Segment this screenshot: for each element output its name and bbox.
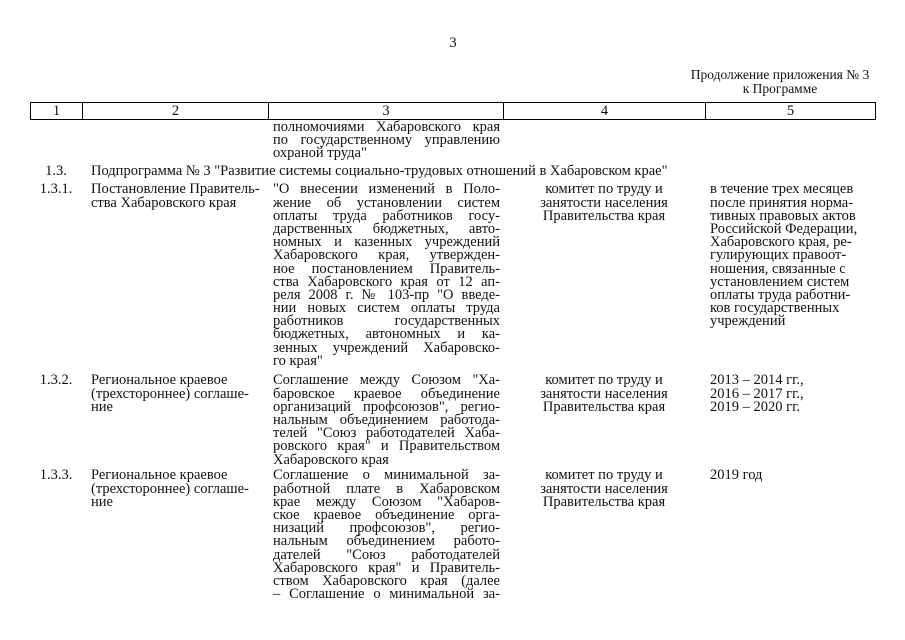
description-line: бюджетных, автономных и ка-	[273, 326, 500, 343]
item-number: 1.3.3.	[39, 467, 73, 484]
description-line: телей "Союз работодателей Хаба-	[273, 425, 500, 442]
description-line: баровское краевое объединение	[273, 385, 500, 402]
description-line: ское краевое объединение орга-	[273, 506, 500, 523]
responsible-line: комитет по труду и	[545, 467, 663, 484]
continuation-heading	[680, 68, 880, 96]
responsible-line: комитет по труду и	[545, 372, 663, 389]
section-row	[0, 165, 905, 179]
description-line: полномочиями Хабаровского края	[273, 119, 500, 135]
deadline-cell	[710, 469, 872, 482]
document-type-cell	[91, 469, 266, 509]
description-line: Соглашение о минимальной за-	[273, 467, 500, 484]
deadline-line: после принятия норма-	[710, 194, 854, 211]
deadline-line: тивных правовых актов	[710, 207, 856, 224]
description-line: организаций профсоюзов", регио-	[273, 398, 500, 415]
table-row	[0, 374, 905, 467]
table-row-carryover	[0, 121, 905, 161]
document-type-line: ние	[91, 493, 113, 510]
description-line: нии новых систем оплаты труда	[273, 300, 500, 317]
responsible-line: занятости населения	[540, 385, 668, 402]
description-line: ровского края" и Правительством	[273, 438, 500, 455]
column-header-3: 3	[269, 103, 504, 119]
description-line: нальным объединением работо-	[273, 533, 500, 550]
description-line: по государственному управлению	[273, 132, 500, 149]
description-line: зенных учреждений Хабаровско-	[273, 339, 500, 356]
deadline-cell	[710, 183, 872, 328]
description-line: номных и казенных учреждений	[273, 234, 500, 251]
description-cell	[273, 374, 500, 466]
deadline-line: 2016 – 2017 гг.,	[710, 385, 804, 402]
continuation-title: Продолжение приложения № 3	[690, 67, 870, 82]
description-line: охраной труда"	[273, 145, 367, 162]
deadline-line: оплаты труда работни-	[710, 286, 851, 303]
section-title: Подпрограмма № 3 "Развитие системы социально-трудовых отношений в Хабаровском крае"	[91, 163, 668, 180]
responsible-line: занятости населения	[540, 480, 668, 497]
responsible-cell	[503, 374, 705, 414]
responsible-cell	[503, 183, 705, 223]
description-line: Соглашение между Союзом "Ха-	[273, 372, 500, 389]
responsible-line: Правительства края	[542, 207, 666, 224]
deadline-line: 2019 – 2020 гг.	[710, 398, 801, 415]
column-header-1: 1	[31, 103, 83, 119]
description-line: дарственных бюджетных, авто-	[273, 220, 500, 237]
description-line: ством Хабаровского края (далее	[273, 572, 500, 589]
description-line: крае между Союзом "Хабаров-	[273, 493, 500, 510]
document-type-line: Постановление Правитель-	[91, 181, 260, 198]
description-line: работной плате в Хабаровском	[273, 480, 500, 497]
description-line: Хабаровского края" и Правитель-	[273, 559, 500, 576]
deadline-line: 2013 – 2014 гг.,	[710, 372, 804, 389]
description-cell	[273, 183, 500, 368]
deadline-line: Российской Федерации,	[710, 220, 858, 237]
description-line: го края"	[273, 352, 323, 369]
item-number: 1.3.2.	[39, 372, 73, 389]
responsible-line: комитет по труду и	[545, 181, 663, 198]
document-type-line: ства Хабаровского края	[91, 194, 237, 211]
description-line: работников государственных	[273, 313, 500, 330]
table-row	[0, 183, 905, 369]
description-line: низаций профсоюзов", регио-	[273, 520, 500, 537]
column-header-2: 2	[83, 103, 269, 119]
deadline-line: ношения, связанные с	[710, 260, 846, 277]
responsible-cell	[503, 469, 705, 509]
document-type-line: (трехстороннее) соглаше-	[91, 480, 249, 497]
deadline-cell	[710, 374, 872, 414]
description-line: жение об установлении систем	[273, 194, 500, 211]
description-line: дателей "Союз работодателей	[273, 546, 500, 563]
description-line: ства Хабаровского края от 12 ап-	[273, 273, 500, 290]
deadline-line: ков государственных	[710, 300, 840, 317]
continuation-subtitle: к Программе	[742, 81, 818, 96]
deadline-line: гулирующих правоот-	[710, 247, 847, 264]
description-line: ное постановлением Правитель-	[273, 260, 500, 277]
section-number: 1.3.	[45, 163, 67, 180]
table-row	[0, 469, 905, 602]
deadline-line: в течение трех месяцев	[710, 181, 854, 198]
item-number: 1.3.1.	[39, 181, 73, 198]
responsible-line: Правительства края	[542, 493, 666, 510]
deadline-line: учреждений	[710, 313, 786, 330]
responsible-line: занятости населения	[540, 194, 668, 211]
document-type-line: Региональное краевое	[91, 467, 228, 484]
description-line: Хабаровского края	[273, 451, 389, 468]
description-line: реля 2008 г. № 103-пр "О введе-	[273, 286, 500, 303]
column-header-4: 4	[504, 103, 706, 119]
document-type-cell	[91, 183, 266, 209]
responsible-line: Правительства края	[542, 398, 666, 415]
deadline-line: Хабаровского края, ре-	[710, 234, 852, 251]
description-line: "О внесении изменений в Поло-	[273, 181, 500, 198]
document-type-cell	[91, 374, 266, 414]
description-line: Хабаровского края, утвержден-	[273, 247, 500, 264]
description-cell	[273, 121, 500, 161]
description-line: – Соглашение о минимальной за-	[273, 586, 500, 603]
deadline-line: установлением систем	[710, 273, 850, 290]
document-type-line: Региональное краевое	[91, 372, 228, 389]
document-type-line: (трехстороннее) соглаше-	[91, 385, 249, 402]
description-cell	[273, 469, 500, 601]
description-line: оплаты труда работников госу-	[273, 207, 500, 224]
document-type-line: ние	[91, 398, 113, 415]
description-line: нальным объединением работода-	[273, 411, 500, 428]
page-number: 3	[449, 35, 457, 51]
table-header	[30, 102, 876, 120]
column-header-5: 5	[786, 103, 795, 119]
deadline-line: 2019 год	[710, 467, 763, 484]
